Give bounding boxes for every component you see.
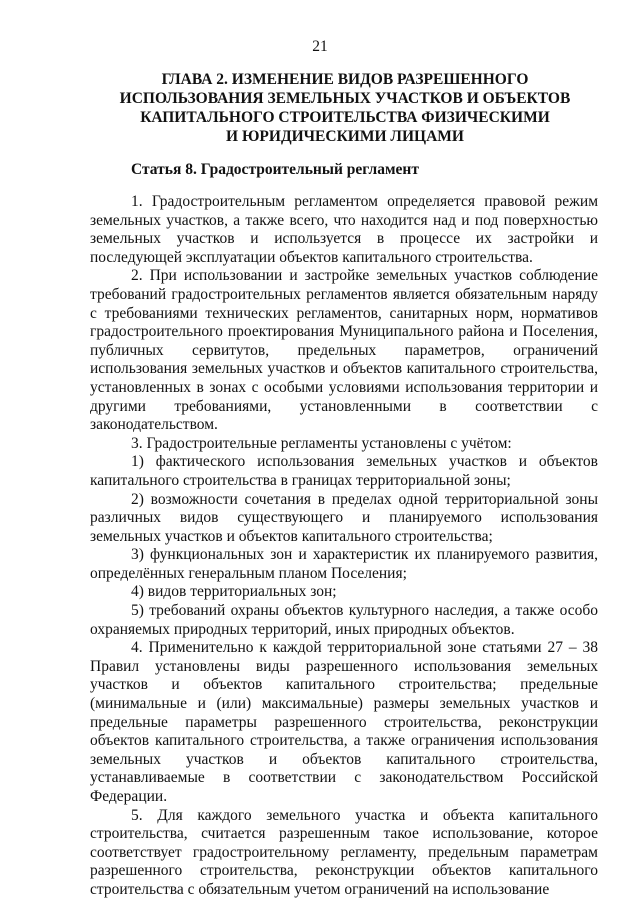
paragraph: 2) возможности сочетания в пределах одной территориальной зоны различных видов существующего и планируемого использования земельных участков и объектов капитального строительства; [90, 490, 598, 545]
paragraph: 1) фактического использования земельных участков и объектов капитального строительства в границах территориальной зоны; [90, 453, 598, 489]
paragraph: 5) требований охраны объектов культурного наследия, а также особо охраняемых природных территорий, иных природных объектов. [90, 602, 598, 638]
paragraph: 3) функциональных зон и характеристик их планируемого развития, определённых генеральным планом Поселения; [90, 546, 598, 582]
paragraph: 1. Градостроительным регламентом определяется правовой режим земельных участков, а также всего, что находится над и под поверхностью земельных участков и используется в процессе их застройки и последующей эксплуатации объектов капитального строительства. [90, 193, 598, 266]
chapter-title-line: ИСПОЛЬЗОВАНИЯ ЗЕМЕЛЬНЫХ УЧАСТКОВ И ОБЪЕКТОВ [119, 90, 571, 107]
article-body [90, 193, 598, 900]
paragraph: 5. Для каждого земельного участка и объекта капитального строительства, считается разрешенным такое использование, которое соответствует градостроительному регламенту, предельным параметрам разрешенного строительства, реконструкции объектов капитального строительства с обязательным учетом ограничений на использование [90, 806, 598, 898]
chapter-title-line: КАПИТАЛЬНОГО СТРОИТЕЛЬСТВА ФИЗИЧЕСКИМИ [140, 109, 550, 126]
paragraph: 3. Градостроительные регламенты установлены с учётом: [131, 434, 512, 452]
paragraph: 4. Применительно к каждой территориальной зоне статьями 27 – 38 Правил установлены виды разрешенного использования земельных участков и объектов капитального строительства; предельные (минимальные и (или) максимальные) размеры земельных участков и предельные параметры разрешенного строительства, реконструкции объектов капитального строительства, а также ограничения использования земельных участков и объектов капитального строительства, устанавливаемые в соответствии с законодательством Российской Федерации. [90, 639, 598, 805]
paragraph: 4) видов территориальных зон; [131, 583, 337, 601]
article-title: Статья 8. Градостроительный регламент [131, 161, 419, 178]
page-number: 21 [312, 38, 328, 55]
chapter-title-line: И ЮРИДИЧЕСКИМИ ЛИЦАМИ [226, 128, 464, 145]
paragraph: 2. При использовании и застройке земельных участков соблюдение требований градостроительных регламентов является обязательным наряду с требованиями технических регламентов, санитарных норм, нормативов градостроительного проектирования Муниципального района и Поселения, публичных сервитутов, предельных параметров, ограничений использования земельных участков и объектов капитального строительства, установленных в зонах с особыми условиями использования территории и другими требованиями, установленными в соответствии с законодательством. [90, 267, 598, 434]
chapter-title-line: ГЛАВА 2. ИЗМЕНЕНИЕ ВИДОВ РАЗРЕШЕННОГО [161, 71, 529, 88]
chapter-title [90, 70, 600, 146]
